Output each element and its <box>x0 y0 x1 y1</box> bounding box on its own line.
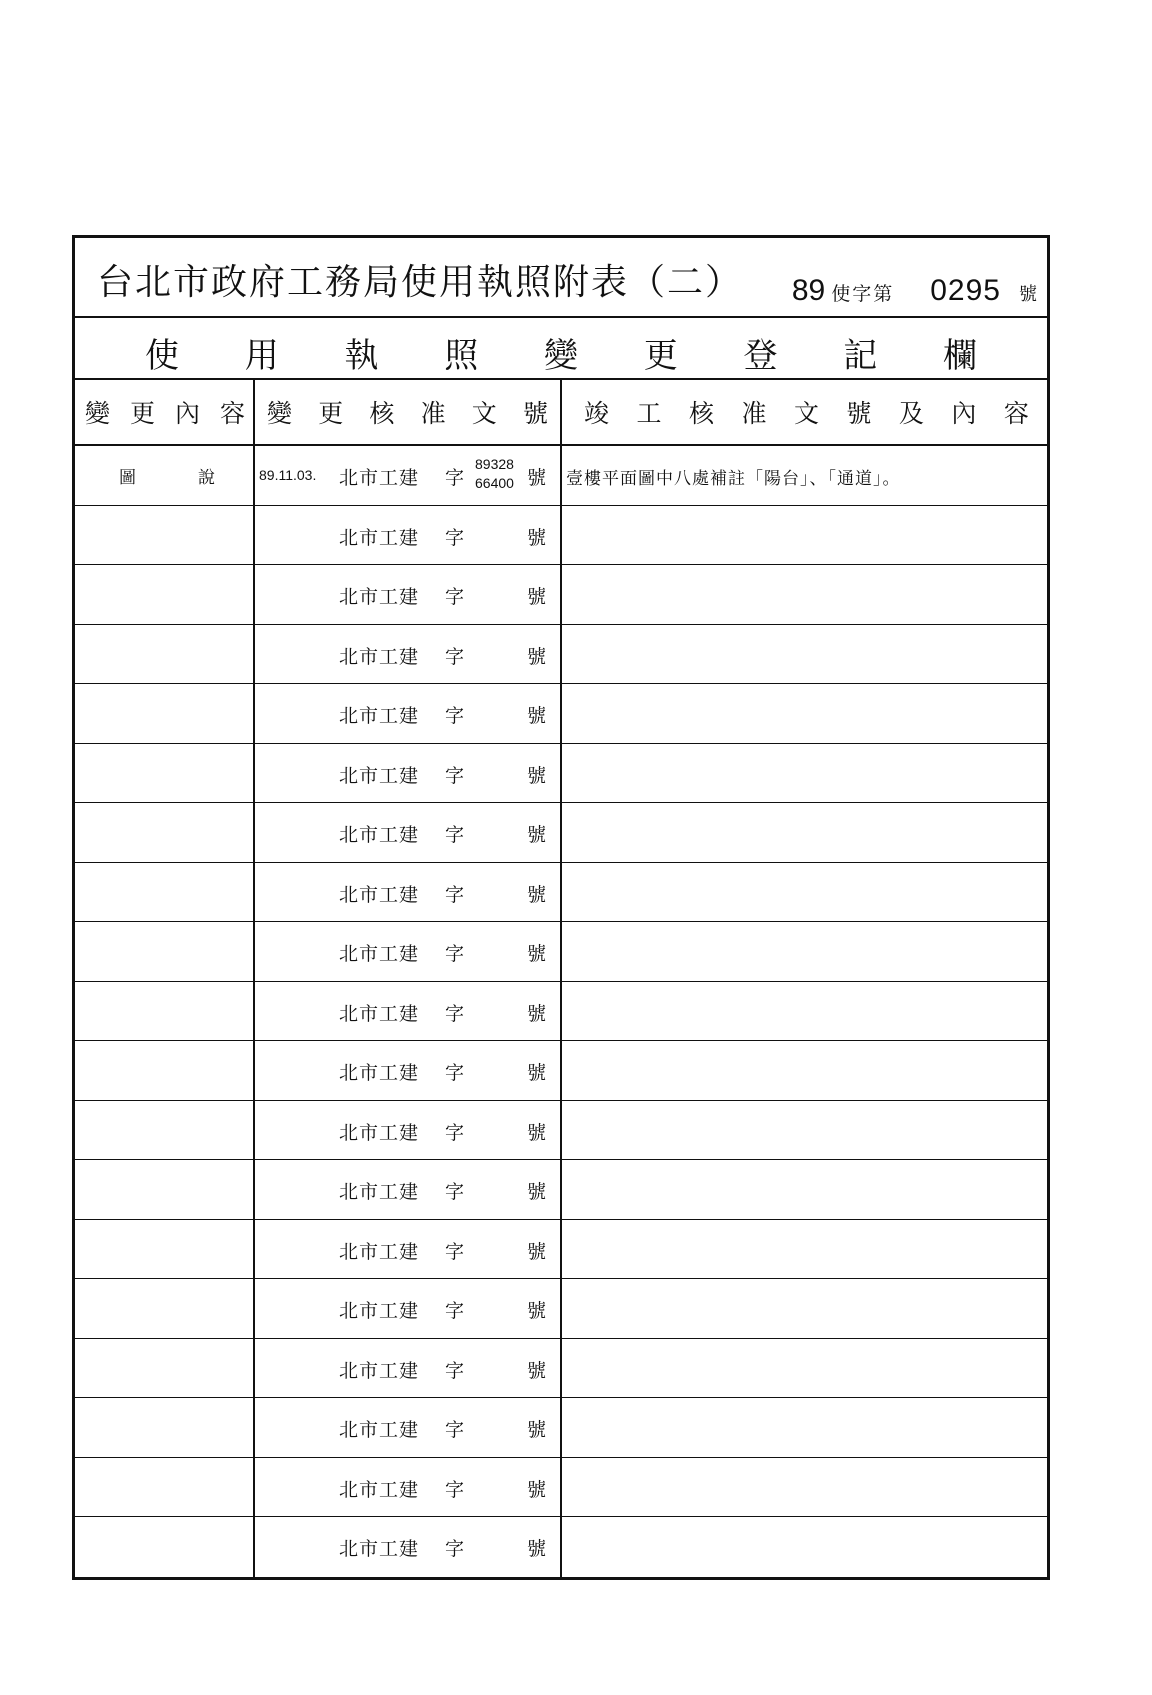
approval-hao: 號 <box>527 1300 547 1322</box>
change-item-cell <box>75 565 255 624</box>
table-row <box>75 625 1047 685</box>
change-item-cell <box>75 803 255 862</box>
completion-content-cell <box>562 625 1047 684</box>
header-char: 更 <box>318 399 344 428</box>
completion-content-cell <box>562 1517 1047 1577</box>
completion-content-cell <box>562 506 1047 565</box>
header-char: 核 <box>688 399 714 428</box>
approval-zi: 字 <box>445 1002 465 1025</box>
approval-no-cell <box>255 1279 562 1338</box>
table-row <box>75 1517 1047 1577</box>
approval-office: 北市工建 <box>339 1359 420 1382</box>
table-row <box>75 1398 1047 1458</box>
header-approval-no <box>255 380 562 444</box>
approval-no-cell <box>255 1160 562 1219</box>
header-char: 內 <box>174 399 200 428</box>
table-row <box>75 1220 1047 1280</box>
header-completion <box>562 380 1047 444</box>
approval-hao: 號 <box>527 1240 547 1263</box>
approval-no-cell <box>255 446 562 505</box>
section-title <box>145 328 977 377</box>
approval-no-cell <box>255 1458 562 1517</box>
approval-office: 北市工建 <box>339 1419 420 1441</box>
completion-content-cell <box>562 863 1047 922</box>
table-row <box>75 922 1047 982</box>
change-item-cell <box>75 982 255 1041</box>
approval-no-cell <box>255 1517 562 1577</box>
permit-char: 使字第 <box>831 283 895 305</box>
table-row <box>75 803 1047 863</box>
approval-zi: 字 <box>445 1300 465 1322</box>
header-char: 號 <box>846 399 872 428</box>
approval-no-cell <box>255 1398 562 1457</box>
header-char: 准 <box>420 399 446 428</box>
approval-no-cell <box>255 1339 562 1398</box>
permit-year: 89 <box>791 274 826 307</box>
change-item-cell <box>75 744 255 803</box>
change-item-cell <box>75 1339 255 1398</box>
completion-content-cell <box>562 803 1047 862</box>
completion-content-cell <box>562 1398 1047 1457</box>
completion-content-cell <box>562 744 1047 803</box>
header-char: 及 <box>898 399 924 428</box>
change-item-cell <box>75 863 255 922</box>
approval-zi: 字 <box>445 764 465 787</box>
approval-hao: 號 <box>527 1121 547 1144</box>
section-title-char: 記 <box>843 336 878 376</box>
change-item-cell <box>75 1160 255 1219</box>
approval-no-cell <box>255 863 562 922</box>
header-char: 工 <box>636 399 662 428</box>
approval-hao: 號 <box>527 1181 547 1203</box>
header-char: 號 <box>522 399 548 428</box>
approval-office: 北市工建 <box>339 883 420 906</box>
approval-hao: 號 <box>527 1359 547 1382</box>
approval-hao: 號 <box>527 1538 547 1560</box>
completion-content-cell <box>562 684 1047 743</box>
header-char: 核 <box>369 399 395 428</box>
completion-content-cell <box>562 982 1047 1041</box>
approval-hao: 號 <box>527 1002 547 1025</box>
approval-hao: 號 <box>527 645 547 668</box>
column-header-row <box>75 380 1047 446</box>
section-title-char: 更 <box>643 336 678 376</box>
approval-office: 北市工建 <box>339 824 420 846</box>
approval-office: 北市工建 <box>339 1002 420 1025</box>
title-row <box>75 238 1047 318</box>
completion-content-cell <box>562 1160 1047 1219</box>
approval-no-cell <box>255 1041 562 1100</box>
completion-content-text: 壹樓平面圖中八處補註「陽台」、「通道」。 <box>566 469 901 489</box>
approval-office: 北市工建 <box>339 526 420 549</box>
approval-hao: 號 <box>527 883 547 906</box>
change-item-cell <box>75 446 255 505</box>
section-title-char: 照 <box>444 336 479 376</box>
completion-content-cell <box>562 1279 1047 1338</box>
table-row <box>75 1279 1047 1339</box>
approval-hao: 號 <box>527 705 547 727</box>
section-title-char: 變 <box>544 336 578 376</box>
approval-hao: 號 <box>527 1478 547 1501</box>
change-item-cell <box>75 625 255 684</box>
section-title-char: 欄 <box>943 336 977 376</box>
approval-office: 北市工建 <box>339 586 420 608</box>
completion-content-cell <box>562 1220 1047 1279</box>
completion-content-cell <box>562 1339 1047 1398</box>
approval-office: 北市工建 <box>339 1121 420 1144</box>
approval-hao: 號 <box>527 764 547 787</box>
approval-zi: 字 <box>445 1538 465 1560</box>
table-row <box>75 565 1047 625</box>
section-title-char: 用 <box>244 336 279 376</box>
approval-no-cell <box>255 1220 562 1279</box>
completion-content-cell <box>562 922 1047 981</box>
approval-hao: 號 <box>527 943 547 965</box>
approval-office: 北市工建 <box>339 1300 420 1322</box>
header-change-content <box>75 380 255 444</box>
table-row <box>75 1160 1047 1220</box>
header-char: 更 <box>129 399 155 428</box>
change-item-cell <box>75 1279 255 1338</box>
approval-office: 北市工建 <box>339 1181 420 1203</box>
header-char: 文 <box>793 399 819 428</box>
usage-permit-annex-form <box>72 235 1050 1580</box>
section-title-row <box>75 318 1047 380</box>
table-row <box>75 863 1047 923</box>
approval-zi: 字 <box>445 1181 465 1203</box>
header-char: 容 <box>219 399 245 428</box>
approval-zi: 字 <box>445 1062 465 1084</box>
table-row <box>75 1339 1047 1399</box>
form-title: 台北市政府工務局使用執照附表（二） <box>97 262 744 303</box>
approval-hao: 號 <box>527 1419 547 1441</box>
permit-no: 0295 <box>930 274 1001 307</box>
header-char: 內 <box>951 399 977 428</box>
table-row <box>75 446 1047 506</box>
approval-no-cell <box>255 565 562 624</box>
permit-number <box>792 274 1037 308</box>
approval-office: 北市工建 <box>339 467 420 489</box>
permit-suffix: 號 <box>1019 284 1037 305</box>
approval-no-cell <box>255 506 562 565</box>
approval-no-cell <box>255 684 562 743</box>
change-item-text: 圖 說 <box>119 468 215 488</box>
approval-no-cell <box>255 922 562 981</box>
change-item-cell <box>75 1458 255 1517</box>
change-item-cell <box>75 922 255 981</box>
approval-no-cell <box>255 803 562 862</box>
approval-zi: 字 <box>445 1478 465 1501</box>
change-item-cell <box>75 1041 255 1100</box>
approval-office: 北市工建 <box>339 645 420 668</box>
approval-office: 北市工建 <box>339 1538 420 1560</box>
section-title-char: 執 <box>344 336 379 376</box>
header-char: 准 <box>741 399 767 428</box>
approval-zi: 字 <box>445 883 465 906</box>
table-row <box>75 982 1047 1042</box>
table-row <box>75 1041 1047 1101</box>
approval-zi: 字 <box>445 1359 465 1382</box>
approval-office: 北市工建 <box>339 764 420 787</box>
header-char: 容 <box>1003 399 1029 428</box>
approval-office: 北市工建 <box>339 1062 420 1084</box>
approval-number: 89328 66400 <box>475 456 514 491</box>
header-char: 竣 <box>584 399 610 428</box>
change-item-cell <box>75 684 255 743</box>
approval-zi: 字 <box>445 1419 465 1441</box>
approval-office: 北市工建 <box>339 943 420 965</box>
approval-zi: 字 <box>445 1121 465 1144</box>
approval-hao: 號 <box>527 526 547 549</box>
approval-zi: 字 <box>445 586 465 608</box>
approval-no-cell <box>255 1101 562 1160</box>
change-item-cell <box>75 1101 255 1160</box>
table-row <box>75 1458 1047 1518</box>
approval-no-cell <box>255 982 562 1041</box>
approval-office: 北市工建 <box>339 705 420 727</box>
approval-hao: 號 <box>527 1062 547 1084</box>
approval-zi: 字 <box>445 645 465 668</box>
approval-hao: 號 <box>527 467 547 489</box>
approval-office: 北市工建 <box>339 1478 420 1501</box>
approval-zi: 字 <box>445 943 465 965</box>
completion-content-cell <box>562 446 1047 505</box>
change-item-cell <box>75 1398 255 1457</box>
table-row <box>75 506 1047 566</box>
section-title-char: 登 <box>743 336 778 376</box>
approval-zi: 字 <box>445 705 465 727</box>
completion-content-cell <box>562 1041 1047 1100</box>
header-char: 變 <box>85 399 111 428</box>
header-char: 文 <box>471 399 497 428</box>
approval-zi: 字 <box>445 526 465 549</box>
approval-zi: 字 <box>445 1240 465 1263</box>
table-row <box>75 684 1047 744</box>
header-char: 變 <box>267 399 293 428</box>
change-item-cell <box>75 506 255 565</box>
approval-date: 89.11.03. <box>259 467 317 483</box>
table-row <box>75 744 1047 804</box>
completion-content-cell <box>562 565 1047 624</box>
approval-no-cell <box>255 625 562 684</box>
section-title-char: 使 <box>145 336 179 376</box>
approval-hao: 號 <box>527 824 547 846</box>
approval-hao: 號 <box>527 586 547 608</box>
completion-content-cell <box>562 1458 1047 1517</box>
approval-office: 北市工建 <box>339 1240 420 1263</box>
approval-zi: 字 <box>445 824 465 846</box>
table-row <box>75 1101 1047 1161</box>
approval-no-cell <box>255 744 562 803</box>
approval-zi: 字 <box>445 467 465 489</box>
completion-content-cell <box>562 1101 1047 1160</box>
register-rows <box>75 446 1047 1577</box>
change-item-cell <box>75 1220 255 1279</box>
change-item-cell <box>75 1517 255 1577</box>
